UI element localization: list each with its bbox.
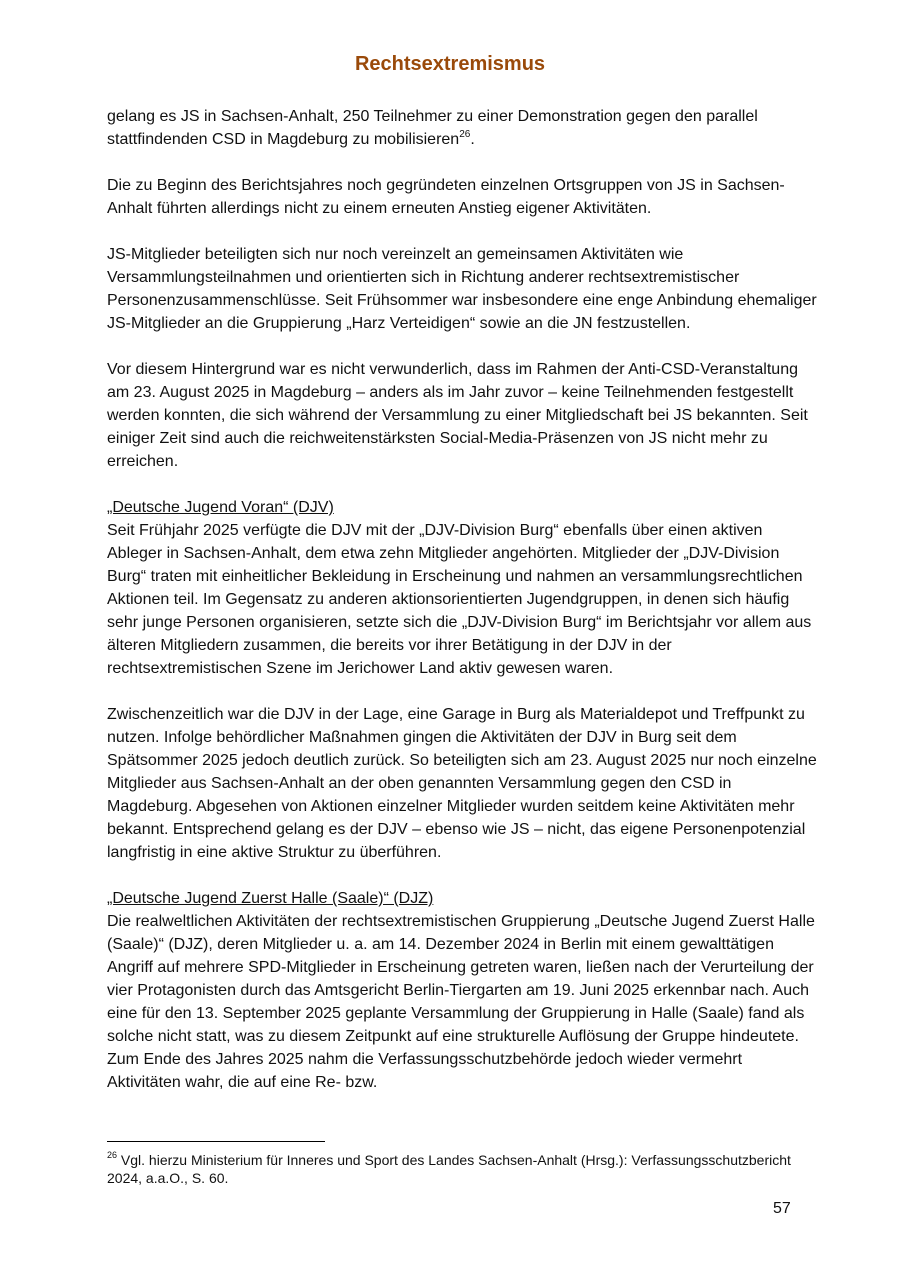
paragraph: Die realweltlichen Aktivitäten der rechtsextremistischen Gruppierung „Deutsche Jugend Zuerst Halle (Saale)“ (DJZ), deren Mitglieder u. a. am 14. Dezember 2024 in Berlin mit einem gewalttätigen Angriff auf mehrere SPD-Mitglieder in Erscheinung getreten waren, ließen nach der Verurteilung der vier Protagonisten durch das Amtsgericht Berlin-Tiergarten am 19. Juni 2025 erkennbar nach. Auch eine für den 13. September 2025 geplante Versammlung der Gruppierung in Halle (Saale) fand als solche nicht statt, was zu diesem Zeitpunkt auf eine strukturelle Auflösung der Gruppe hindeutete. Zum Ende des Jahres 2025 nahm die Verfassungsschutzbehörde jedoch wieder vermehrt Aktivitäten wahr, die auf eine Re- bzw. (107, 913, 815, 1091)
footnote-reference: 26 (459, 128, 471, 140)
paragraph: Zwischenzeitlich war die DJV in der Lage, eine Garage in Burg als Materialdepot und Treffpunkt zu nutzen. Infolge behördlicher Maßnahmen gingen die Aktivitäten der DJV in Burg seit dem Spätsommer 2025 jedoch deutlich zurück. So beteiligten sich am 23. August 2025 nur noch einzelne Mitglieder aus Sachsen-Anhalt an der oben genannten Versammlung gegen den CSD in Magdeburg. Abgesehen von Aktionen einzelner Mitglieder wurden seitdem keine Aktivitäten mehr bekannt. Entsprechend gelang es der DJV – ebenso wie JS – nicht, das eigene Personenpotenzial langfristig in eine aktive Struktur zu überführen. (107, 706, 817, 861)
paragraph (107, 105, 819, 151)
paragraph: Seit Frühjahr 2025 verfügte die DJV mit der „DJV-Division Burg“ ebenfalls über einen aktiven Ableger in Sachsen-Anhalt, dem etwa zehn Mitglieder angehörten. Mitglieder der „DJV-Division Burg“ traten mit einheitlicher Bekleidung in Erscheinung und nahmen an versammlungsrechtlichen Aktionen teil. Im Gegensatz zu anderen aktionsorientierten Jugendgruppen, in denen sich häufig sehr junge Personen organisieren, setzte sich die „DJV-Division Burg“ im Berichtsjahr vor allem aus älteren Mitgliedern zusammen, die bereits vor ihrer Betätigung in der DJV in der rechtsextremistischen Szene im Jerichower Land aktiv gewesen waren. (107, 522, 812, 677)
page-number: 57 (773, 1200, 791, 1217)
section-heading-djz: „Deutsche Jugend Zuerst Halle (Saale)“ (DJZ) (107, 890, 434, 907)
body-text (107, 105, 819, 1094)
paragraph-text: gelang es JS in Sachsen-Anhalt, 250 Teilnehmer zu einer Demonstration gegen den parallel stattfindenden CSD in Magdeburg zu mobilisieren (107, 108, 758, 148)
footnote-number: 26 (107, 1150, 118, 1161)
paragraph: JS-Mitglieder beteiligten sich nur noch vereinzelt an gemeinsamen Aktivitäten wie Versammlungsteilnahmen und orientierten sich in Richtung anderer rechtsextremistischer Personenzusammenschlüsse. Seit Frühsommer war insbesondere eine enge Anbindung ehemaliger JS-Mitglieder an die Gruppierung „Harz Verteidigen“ sowie an die JN festzustellen. (107, 246, 817, 332)
footnote-separator (107, 1141, 325, 1142)
page-header-title: Rechtsextremismus (354, 53, 546, 75)
paragraph-end: . (470, 131, 475, 148)
paragraph: Vor diesem Hintergrund war es nicht verwunderlich, dass im Rahmen der Anti-CSD-Veranstaltung am 23. August 2025 in Magdeburg – anders als im Jahr zuvor – keine Teilnehmenden festgestellt werden konnten, die sich während der Versammlung zu einer Mitgliedschaft bei JS bekannten. Seit einiger Zeit sind auch die reichweitenstärksten Social-Media-Präsenzen von JS nicht mehr zu erreichen. (107, 361, 808, 470)
footnote-text: Vgl. hierzu Ministerium für Inneres und Sport des Landes Sachsen-Anhalt (Hrsg.): Verfassungsschutzbericht 2024, a.a.O., S. 60. (107, 1152, 791, 1186)
paragraph: Die zu Beginn des Berichtsjahres noch gegründeten einzelnen Ortsgruppen von JS in Sachsen-Anhalt führten allerdings nicht zu einem erneuten Anstieg eigener Aktivitäten. (107, 177, 785, 217)
footnote (107, 1151, 819, 1187)
section-heading-djv: „Deutsche Jugend Voran“ (DJV) (107, 499, 334, 516)
